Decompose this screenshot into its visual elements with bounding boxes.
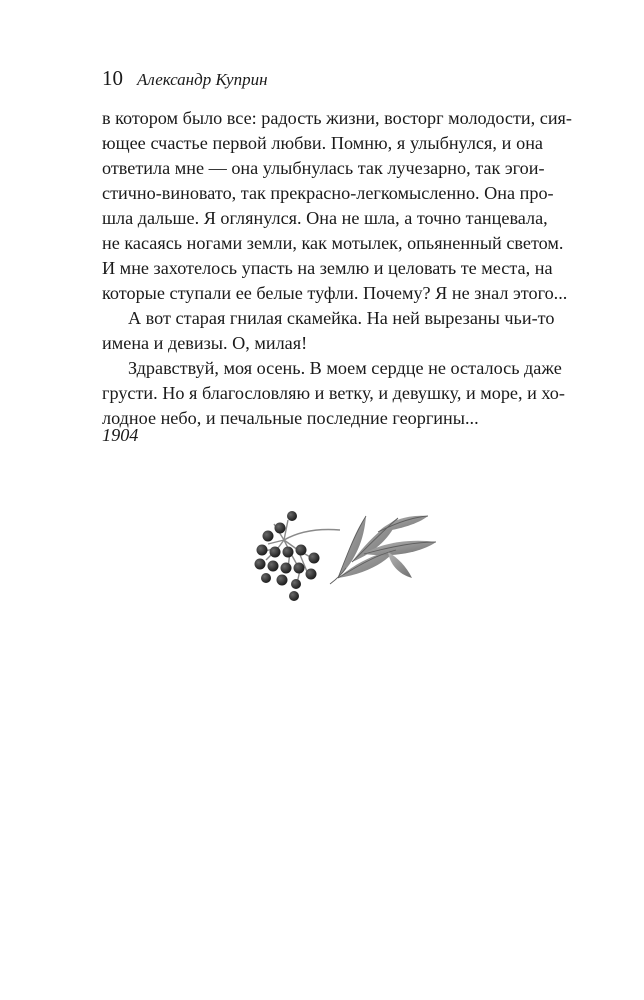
text-line: в котором было все: радость жизни, восторг молодости, сия-	[102, 108, 572, 128]
page-number: 10	[102, 66, 123, 90]
text-line: стично-виновато, так прекрасно-легкомысленно. Она про-	[102, 183, 554, 203]
text-line: которые ступали ее белые туфли. Почему? Я не знал этого...	[102, 283, 568, 303]
text-line: А вот старая гнилая скамейка. На ней вырезаны чьи-то	[128, 308, 555, 328]
text-block	[102, 106, 572, 431]
paragraph-3	[102, 356, 565, 431]
text-line: не касаясь ногами земли, как мотылек, опьяненный светом.	[102, 233, 564, 253]
text-line: грусти. Но я благословляю и ветку, и девушку, и море, и хо-	[102, 383, 565, 403]
text-line: ответила мне — она улыбнулась так лучезарно, так эгои-	[102, 158, 545, 178]
running-title: Александр Куприн	[137, 70, 268, 89]
berry-branch-ornament-icon	[238, 502, 454, 606]
text-line: имена и девизы. О, милая!	[102, 333, 308, 353]
text-line: шла дальше. Я оглянулся. Она не шла, а точно танцевала,	[102, 208, 548, 228]
date: 1904	[102, 425, 139, 445]
text-line: Здравствуй, моя осень. В моем сердце не осталось даже	[128, 358, 562, 378]
running-head	[102, 66, 268, 92]
paragraph-1	[102, 106, 572, 306]
text-line: ющее счастье первой любви. Помню, я улыбнулся, и она	[102, 133, 543, 153]
text-line: лодное небо, и печальные последние георгины...	[102, 408, 479, 428]
leaves	[330, 516, 436, 584]
text-line: И мне захотелось упасть на землю и целовать те места, на	[102, 258, 553, 278]
paragraph-2	[102, 306, 555, 356]
